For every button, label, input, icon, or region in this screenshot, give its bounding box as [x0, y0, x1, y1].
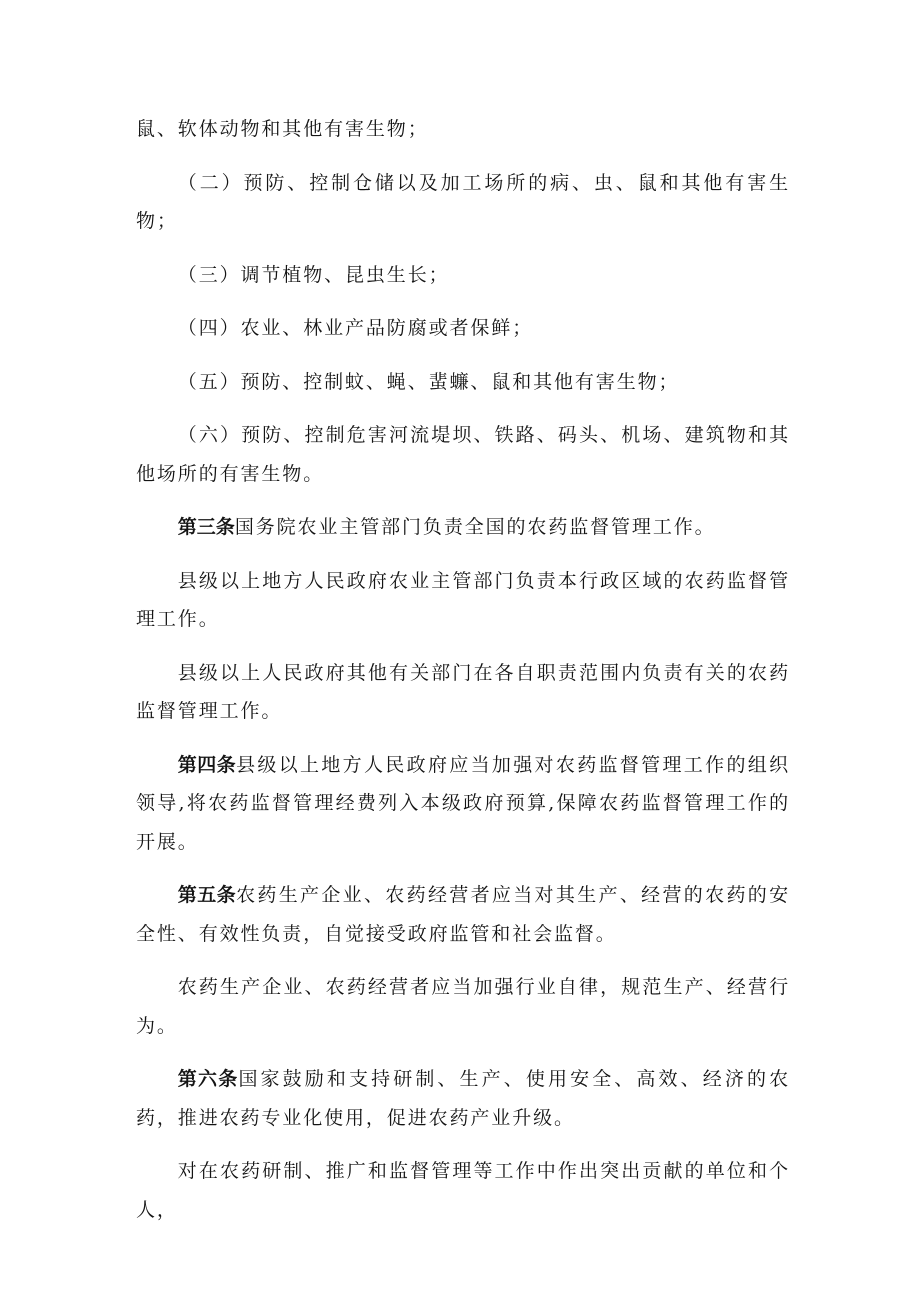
paragraph-text: 县级以上人民政府其他有关部门在各自职责范围内负责有关的农药监督管理工作。: [136, 661, 790, 722]
article-text: 农药生产企业、农药经营者应当对其生产、经营的农药的安全性、有效性负责，自觉接受政府监管和社会监督。: [136, 884, 790, 945]
paragraph-text: （二）预防、控制仓储以及加工场所的病、虫、鼠和其他有害生物；: [136, 171, 790, 232]
paragraph-text: 农药生产企业、农药经营者应当加强行业自律，规范生产、经营行为。: [136, 976, 790, 1037]
article-4: [136, 746, 790, 862]
paragraph-text: （三）调节植物、昆虫生长；: [177, 263, 450, 286]
paragraph-text: 对在农药研制、推广和监督管理等工作中作出突出贡献的单位和个人，: [136, 1160, 790, 1221]
list-item-2: [136, 164, 790, 241]
article-number: 第六条: [177, 1068, 239, 1090]
article-number: 第三条: [177, 516, 235, 538]
list-item-6: [136, 416, 790, 493]
list-item-4: [136, 309, 790, 348]
paragraph-text: （四）农业、林业产品防腐或者保鲜；: [177, 317, 534, 339]
article-number: 第四条: [177, 753, 237, 776]
article-text: 国家鼓励和支持研制、生产、使用安全、高效、经济的农药，推进农药专业化使用，促进农药产业升级。: [136, 1068, 790, 1129]
article-5: [136, 876, 790, 953]
document-body: [136, 110, 790, 1244]
list-item-5: [136, 363, 790, 402]
article-6: [136, 1060, 790, 1137]
paragraph-text: （六）预防、控制危害河流堤坝、铁路、码头、机场、建筑物和其他场所的有害生物。: [136, 424, 790, 485]
article-3-clause-3: [136, 654, 790, 731]
article-6-clause-2: [136, 1152, 790, 1229]
article-text: 国务院农业主管部门负责全国的农药监督管理工作。: [234, 516, 716, 538]
paragraph-text: 县级以上地方人民政府农业主管部门负责本行政区域的农药监督管理工作。: [136, 569, 790, 630]
paragraph-text: 鼠、软体动物和其他有害生物；: [136, 118, 429, 140]
paragraph-text: （五）预防、控制蚊、蝇、蜚蠊、鼠和其他有害生物；: [177, 370, 680, 393]
article-3: [136, 508, 790, 547]
article-text: 县级以上地方人民政府应当加强对农药监督管理工作的组织领导,将农药监督管理经费列入本级政府预算,保障农药监督管理工作的开展。: [136, 753, 790, 853]
list-item-3: [136, 256, 790, 295]
article-number: 第五条: [177, 884, 237, 906]
paragraph-continuation: [136, 110, 790, 149]
article-3-clause-2: [136, 562, 790, 639]
article-5-clause-2: [136, 968, 790, 1045]
